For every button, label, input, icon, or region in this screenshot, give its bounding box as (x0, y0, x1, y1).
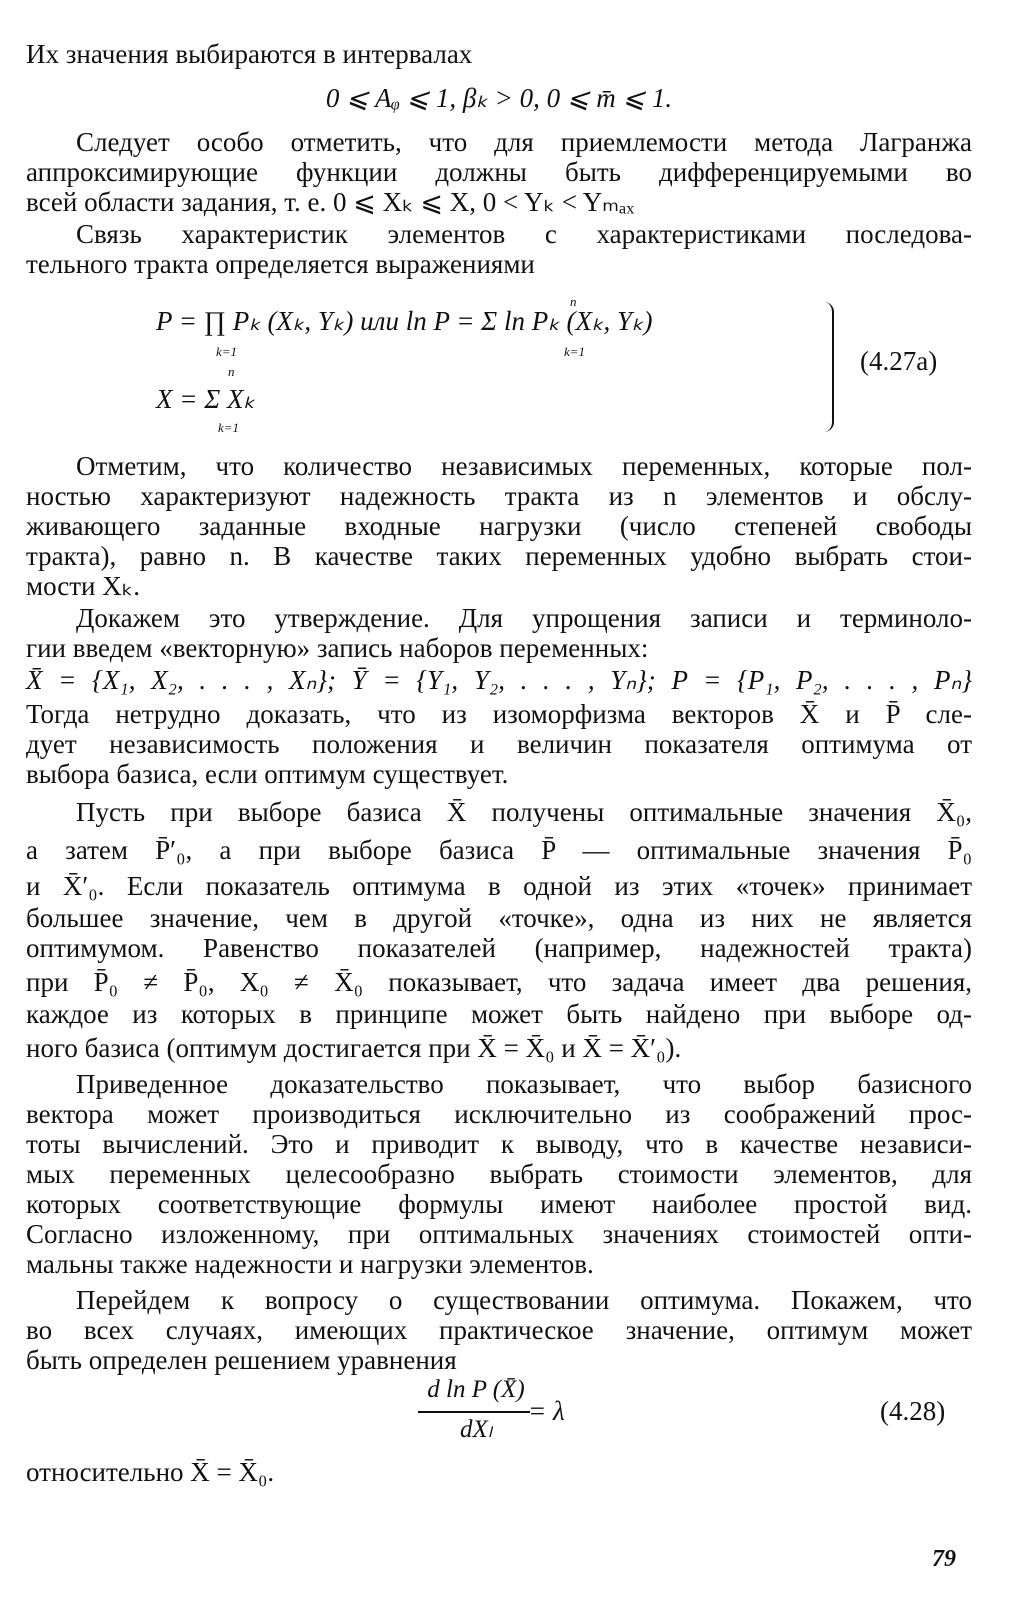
text-line: каждое из которых в принципе может быть найдено при выборе од- (26, 999, 972, 1029)
right-brace (818, 302, 834, 432)
text-line: тракта), равно n. В качестве таких переменных удобно выбрать стои- (26, 541, 972, 571)
fraction-denominator: dXₗ (460, 1416, 492, 1443)
text-line: ного базиса (оптимум достигается при X̄ = X̄₀ и X̄ = X̄′₀). (26, 1033, 682, 1063)
text-line: мых переменных целесообразно выбрать стоимости элементов, для (26, 1159, 972, 1189)
text-line: которых соответствующие формулы имеют наиболее простой вид. (26, 1189, 972, 1219)
text-line: выбора базиса, если оптимум существует. (26, 759, 509, 789)
text-line: мальны также надежности и нагрузки элементов. (26, 1249, 594, 1279)
text-line: дует независимость положения и величин показателя оптимума от (26, 729, 972, 759)
text-line: всей области задания, т. е. 0 ⩽ Xₖ ⩽ X, 0 < Yₖ < Yₘₐₓ (26, 187, 635, 217)
fraction-numerator: d ln P (X̄) (427, 1376, 525, 1403)
text-line: оптимумом. Равенство показателей (например, надежностей тракта) (26, 933, 972, 963)
text-line: тельного тракта определяется выражениями (26, 249, 535, 279)
text-line: Пусть при выборе базиса X̄ получены оптимальные значения X̄₀, (76, 797, 972, 827)
text-line: Согласно изложенному, при оптимальных значениях стоимостей опти- (26, 1219, 972, 1249)
sum2-upper-limit: n (228, 364, 235, 379)
text-line: Следует особо отметить, что для приемлемости метода Лагранжа (76, 127, 972, 157)
text-line: Их значения выбираются в интервалах (26, 39, 473, 69)
text-line: вектора может производиться исключительно из соображений прос- (26, 1099, 972, 1129)
text-line: при P̄₀ ≠ P̄₀, X₀ ≠ X̄₀ показывает, что задача имеет два решения, (26, 967, 972, 997)
fraction-bar (418, 1411, 530, 1413)
text-line: ностью характеризуют надежность тракта из n элементов и обслу- (26, 481, 972, 511)
text-line: Перейдем к вопросу о существовании оптимума. Покажем, что (76, 1285, 972, 1315)
text-line: 0 ⩽ Aᵩ ⩽ 1, βₖ > 0, 0 ⩽ m̄ ⩽ 1. (325, 83, 673, 113)
sum-upper-limit: n (570, 294, 577, 309)
text-line: Тогда нетрудно доказать, что из изоморфизма векторов X̄ и P̄ сле- (26, 699, 972, 729)
sum-lower-limit: k=1 (564, 344, 586, 359)
text-line: тоты вычислений. Это и приводит к выводу, что в качестве независи- (26, 1129, 972, 1159)
text-line: X̄ = {X₁, X₂, . . . , Xₙ}; Ȳ = {Y₁, Y₂, . . . , Yₙ}; P = {P₁, P₂, . . . , Pₙ} (26, 665, 972, 695)
equation-line-2: X = Σ Xₖ (156, 384, 255, 414)
product-lower-limit: k=1 (216, 344, 238, 359)
text-line: аппроксимирующие функции должны быть дифференцируемыми во (26, 157, 972, 187)
text-line: быть определен решением уравнения (26, 1345, 457, 1375)
text-line: Приведенное доказательство показывает, что выбор базисного (76, 1069, 972, 1099)
equation-rhs: = λ (528, 1396, 565, 1426)
text-line: Докажем это утверждение. Для упрощения записи и терминоло- (76, 603, 972, 633)
text-line: а затем P̄′₀, а при выборе базиса P̄ — оптимальные значения P̄₀ (26, 835, 972, 865)
equation-line-1: P = ∏ Pₖ (Xₖ, Yₖ) или ln P = Σ ln Pₖ (Xₖ, Yₖ) (156, 306, 653, 336)
text-line: во всех случаях, имеющих практическое значение, оптимум может (26, 1315, 972, 1345)
text-line: Связь характеристик элементов с характеристиками последова- (76, 219, 972, 249)
sum2-lower-limit: k=1 (218, 420, 240, 435)
text-line: относительно X̄ = X̄₀. (26, 1457, 275, 1487)
text-line: большее значение, чем в другой «точке», одна из них не является (26, 903, 972, 933)
equation-number-4-27a: (4.27а) (860, 346, 938, 376)
text-line: Отметим, что количество независимых переменных, которые пол- (76, 451, 972, 481)
text-line: гии введем «векторную» запись наборов переменных: (26, 633, 649, 663)
text-line: и X̄′₀. Если показатель оптимума в одной из этих «точек» принимает (26, 871, 972, 901)
text-line: живающего заданные входные нагрузки (число степеней свободы (26, 511, 972, 541)
text-line: мости Xₖ. (26, 571, 140, 601)
equation-number-4-28: (4.28) (880, 1396, 946, 1426)
page-number: 79 (932, 1546, 956, 1572)
